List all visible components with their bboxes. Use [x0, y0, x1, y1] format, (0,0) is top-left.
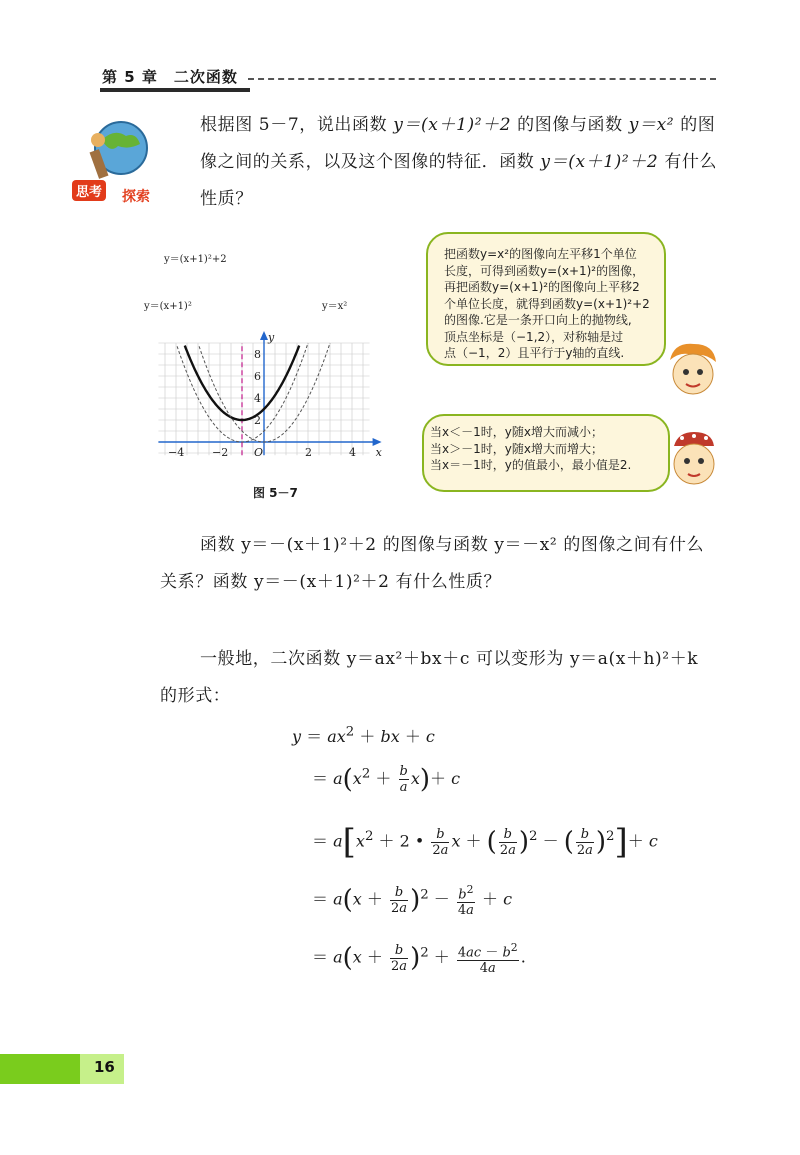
- y-tick-label: 6: [254, 370, 261, 383]
- origin-label: O: [254, 446, 264, 459]
- bubble-2-line: 当x＞－1时，y随x增大而增大；: [430, 441, 603, 456]
- derivation-step-3: ＝ $a[x^2 + 2$ • $\frac{b}{2a}$ x ＋ ( $\frac{b}{2a}$ )$^2$ － ( $\frac{b}{2a}$ )$^2$]＋ c: [312, 822, 658, 862]
- y-tick-label: 8: [254, 348, 261, 361]
- series-label-1: y＝(x+1)²+2: [164, 254, 227, 265]
- bubble-1-line: 长度，可得到函数y=(x+1)²的图像，: [444, 263, 645, 278]
- derivation-step-5: ＝ a(x ＋ $\frac{b}{2a}$ )$^2$ ＋ $\frac{4ac - b^2}{4a}$ .: [312, 941, 526, 977]
- question-2-line-2: 关系？函数 y＝－(x＋1)²＋2 有什么性质？: [160, 572, 502, 592]
- girl-character-icon: [668, 428, 720, 492]
- derivation-step-4: ＝ a(x ＋ $\frac{b}{2a}$ )$^2$ － $\frac{b^2}{4a}$ ＋ c: [312, 883, 513, 919]
- derivation-step-1: $y = ax^2$ ＋ bx ＋ c: [292, 724, 435, 746]
- general-form-line-2: 的形式：: [160, 686, 231, 706]
- y-axis-label: y: [268, 331, 275, 344]
- series-label-2: y＝(x+1)²: [144, 301, 192, 312]
- header-dashed-rule: [248, 78, 716, 80]
- derivation-step-2: ＝ $a(x^2$ ＋ $\frac{b}{a}$ x)＋ c: [312, 764, 461, 795]
- x-tick-label: 4: [349, 446, 356, 459]
- header-underline: [100, 88, 250, 92]
- bubble-1-line: 把函数y=x²的图像向左平移1个单位: [444, 247, 637, 261]
- question-2-line-1: 函数 y＝－(x＋1)²＋2 的图像与函数 y＝－x² 的图像之间有什么: [200, 535, 705, 555]
- explanation-bubble-1: [426, 232, 666, 366]
- page-number: 16: [94, 1058, 115, 1076]
- think-label: 思考: [72, 180, 106, 201]
- bubble-1-line: 个单位长度，就得到函数y=(x+1)²+2: [444, 296, 650, 311]
- figure-caption: 图 5－7: [253, 486, 298, 500]
- y-tick-label: 4: [254, 392, 261, 405]
- figure-5-7: [140, 238, 420, 476]
- series-label-3: y＝x²: [322, 301, 348, 312]
- boy-character-icon: [664, 340, 720, 400]
- x-tick-label: 2: [305, 446, 312, 459]
- question-1: 根据图 5－7，说出函数 y＝(x＋1)²＋2 的图像与函数 y＝x² 的图像之间的关系，以及这个图像的特征．函数 y＝(x＋1)²＋2 有什么性质？: [200, 115, 718, 209]
- chapter-header: 第 5 章 二次函数: [102, 68, 238, 86]
- x-tick-label: −2: [212, 446, 229, 459]
- x-tick-label: −4: [168, 446, 185, 459]
- x-axis-label: x: [375, 446, 382, 459]
- parabola-graph: [140, 238, 420, 476]
- bubble-1-line: 的图像.它是一条开口向上的抛物线,: [444, 313, 632, 327]
- y-axis-arrow: [260, 331, 268, 340]
- bubble-1-line: 顶点坐标是（−1,2），对称轴是过: [444, 329, 624, 344]
- bubble-1-line: 再把函数y=(x+1)²的图像向上平移2: [444, 280, 640, 294]
- explore-label: 探索: [122, 189, 150, 205]
- explanation-bubble-2: [422, 414, 670, 492]
- y-tick-label: 2: [254, 414, 261, 427]
- x-axis-arrow: [373, 438, 382, 446]
- bubble-2-line: 当x＜－1时，y随x增大而减小；: [430, 425, 603, 439]
- bubble-2-line: 当x＝－1时，y的值最小，最小值是2.: [430, 458, 632, 472]
- bubble-1-line: 点（−1，2）且平行于y轴的直线.: [444, 346, 625, 360]
- general-form-line-1: 一般地，二次函数 y＝ax²＋bx＋c 可以变形为 y＝a(x＋h)²＋k: [200, 649, 699, 669]
